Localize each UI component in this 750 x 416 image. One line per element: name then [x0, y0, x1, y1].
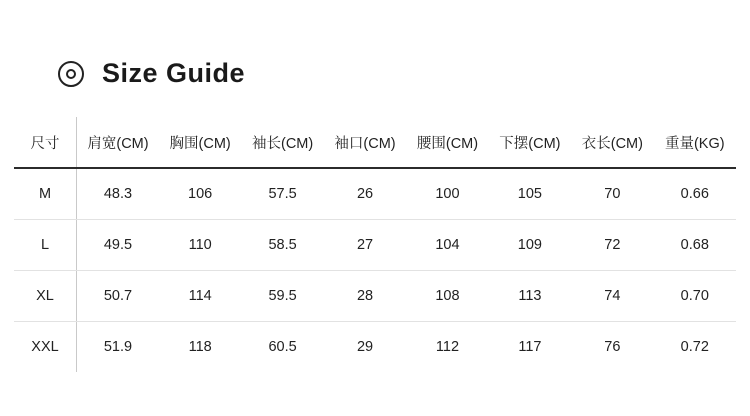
cell-waist: 100	[406, 168, 488, 220]
cell-weight: 0.68	[654, 220, 736, 271]
table-row	[14, 322, 736, 373]
size-table-body	[14, 168, 736, 372]
page-title: Size Guide	[102, 58, 246, 88]
cell-hem: 109	[489, 220, 571, 271]
cell-bust: 106	[159, 168, 241, 220]
cell-waist: 104	[406, 220, 488, 271]
cell-hem: 113	[489, 271, 571, 322]
cell-shoulder: 51.9	[103, 339, 133, 355]
page-header	[0, 0, 750, 89]
column-header-hem: 下摆(CM)	[489, 117, 571, 168]
cell-bust: 114	[159, 271, 241, 322]
column-header-size: 尺寸	[14, 117, 77, 168]
cell-cuff: 26	[324, 168, 406, 220]
cell-hem: 117	[518, 339, 542, 355]
size-table-container	[0, 117, 750, 372]
cell-size: XL	[14, 271, 77, 322]
column-header-sleeve-length: 袖长(CM)	[241, 117, 323, 168]
table-row	[14, 168, 736, 220]
cell-sleeve-length: 58.5	[241, 220, 323, 271]
cell-length: 76	[604, 339, 621, 355]
cell-shoulder: 50.7	[77, 271, 159, 322]
table-row	[14, 220, 736, 271]
column-header-shoulder: 肩宽(CM)	[77, 117, 159, 168]
cell-hem: 105	[489, 168, 571, 220]
cell-sleeve-length: 60.5	[268, 339, 297, 355]
cell-bust: 110	[159, 220, 241, 271]
cell-cuff: 29	[356, 339, 374, 355]
table-row	[14, 271, 736, 322]
cell-weight: 0.70	[654, 271, 736, 322]
cell-length: 72	[571, 220, 653, 271]
cell-sleeve-length: 59.5	[241, 271, 323, 322]
cell-bust: 118	[188, 339, 212, 355]
size-table-head	[14, 117, 736, 168]
cell-length: 74	[571, 271, 653, 322]
cell-length: 70	[571, 168, 653, 220]
column-header-length: 衣长(CM)	[571, 117, 653, 168]
column-header-bust: 胸围(CM)	[159, 117, 241, 168]
cell-weight: 0.66	[654, 168, 736, 220]
cell-shoulder: 49.5	[77, 220, 159, 271]
cell-shoulder: 48.3	[77, 168, 159, 220]
cell-cuff: 28	[324, 271, 406, 322]
size-table	[14, 117, 736, 372]
cell-size: L	[14, 220, 77, 271]
cell-sleeve-length: 57.5	[241, 168, 323, 220]
cell-cuff: 27	[324, 220, 406, 271]
target-circle-icon	[58, 61, 84, 87]
cell-waist: 108	[406, 271, 488, 322]
cell-weight: 0.72	[680, 339, 709, 355]
cell-size: M	[14, 168, 77, 220]
cell-size: XXL	[14, 322, 77, 373]
column-header-cuff: 袖口(CM)	[324, 117, 406, 168]
column-header-weight: 重量(KG)	[654, 117, 736, 168]
column-header-waist: 腰围(CM)	[406, 117, 488, 168]
cell-waist: 112	[435, 339, 460, 355]
table-header-row	[14, 117, 736, 168]
